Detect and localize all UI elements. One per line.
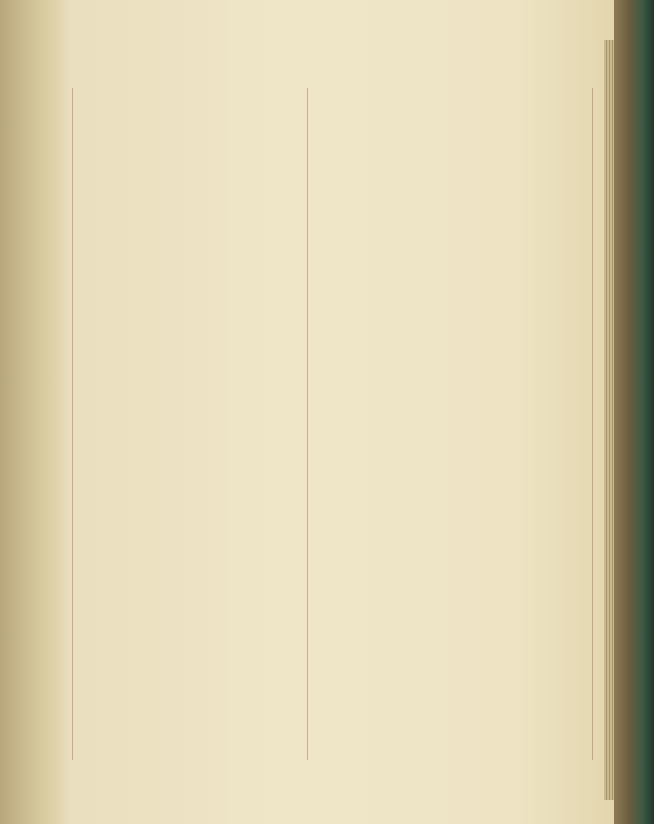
left-column <box>76 115 304 765</box>
page-gutter-shadow <box>0 0 70 824</box>
right-margin-rule <box>592 88 593 760</box>
book-cover-edge <box>614 0 654 824</box>
column-divider-rule <box>307 88 308 760</box>
margin-rule <box>72 88 73 760</box>
page-stack-edge <box>604 40 614 800</box>
right-column <box>316 115 588 765</box>
